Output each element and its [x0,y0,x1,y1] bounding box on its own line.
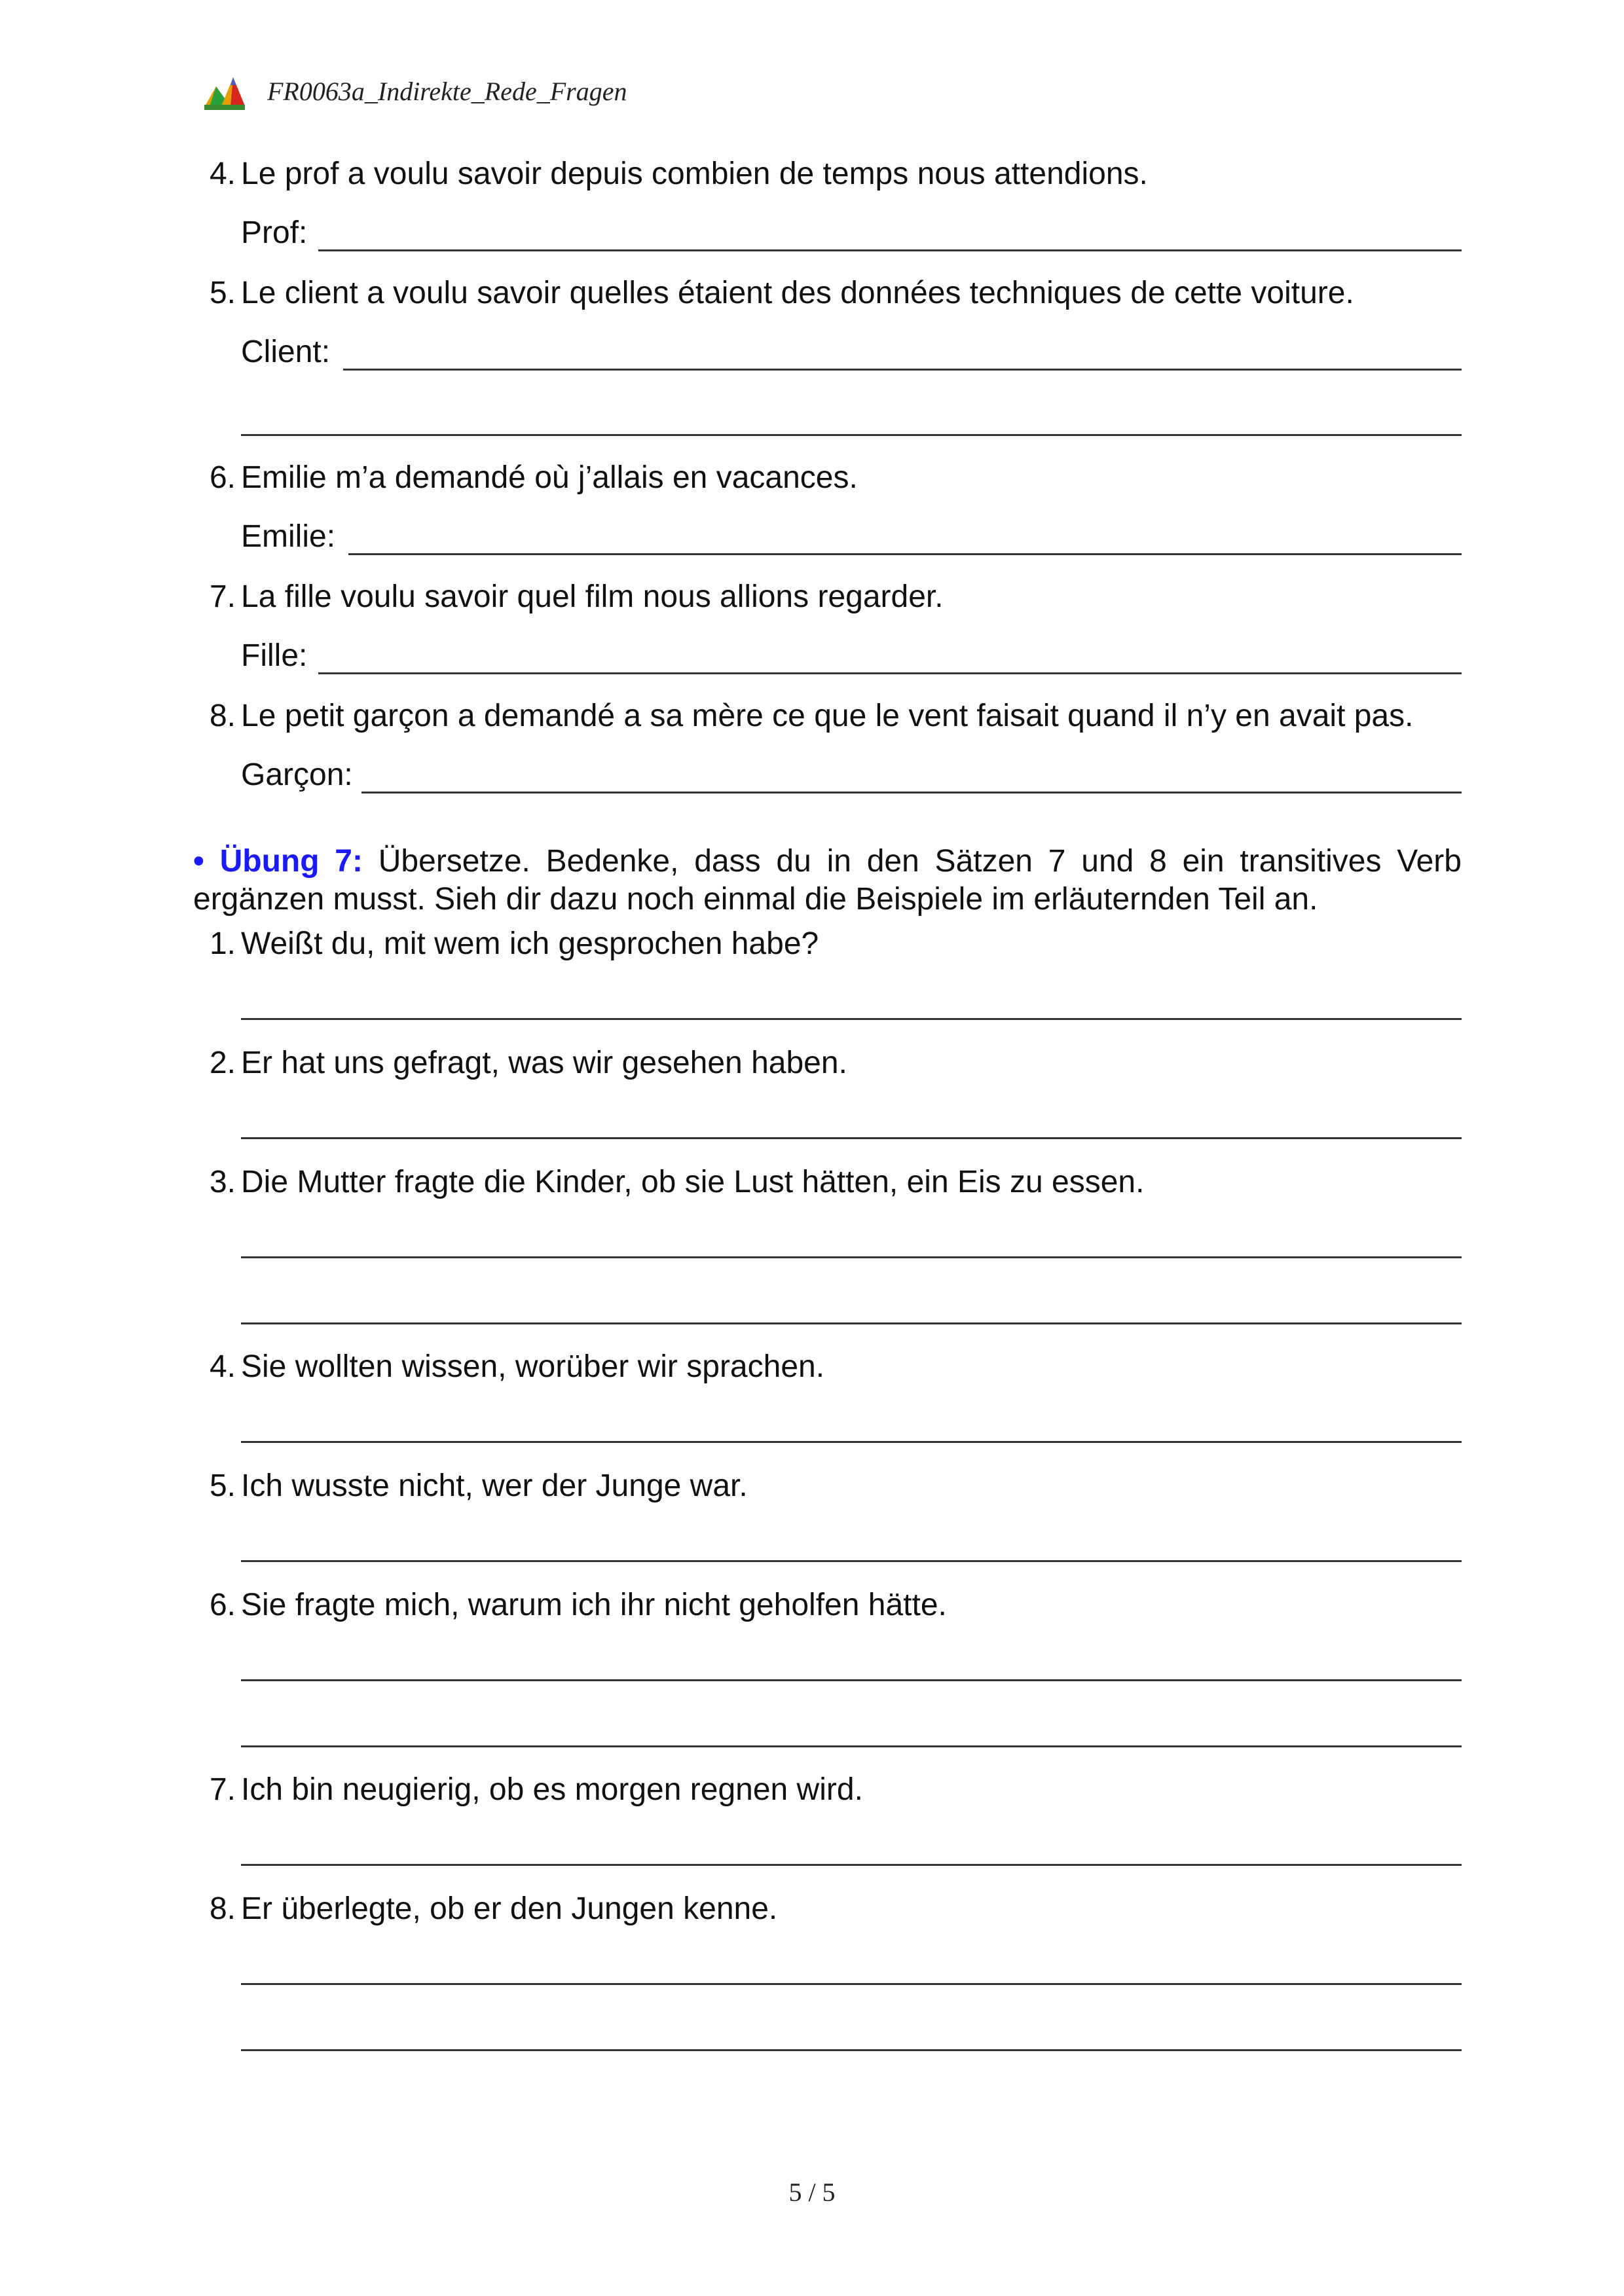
list-item [0,275,1624,314]
list-item [0,1468,1624,1507]
answer-line[interactable] [241,2049,1462,2051]
answer-line[interactable] [361,792,1462,793]
item-number: 5. [209,1468,236,1503]
list-item [0,1045,1624,1084]
item-text: Emilie m’a demandé où j’allais en vacances. [241,460,858,495]
item-number: 2. [209,1046,236,1080]
answer-line[interactable] [241,1745,1462,1747]
item-text: Er hat uns gefragt, was wir gesehen haben. [241,1046,847,1080]
answer-line[interactable] [241,1560,1462,1562]
exercise-instruction [193,843,1462,919]
answer-row [0,638,1624,677]
item-text: Le client a voulu savoir quelles étaient des données techniques de cette voiture. [241,276,1354,310]
answer-line[interactable] [241,1137,1462,1139]
item-number: 8. [209,1891,236,1926]
list-item [0,926,1624,965]
answer-line[interactable] [241,1679,1462,1681]
item-text: Die Mutter fragte die Kinder, ob sie Lust hätten, ein Eis zu essen. [241,1165,1145,1199]
list-item [0,1891,1624,1930]
speaker-label: Emilie: [241,519,336,554]
page-number: 5 / 5 [788,2178,836,2207]
speaker-label: Prof: [241,215,308,250]
answer-line[interactable] [241,1256,1462,1258]
list-item [0,579,1624,618]
list-item [0,1772,1624,1811]
answer-row [0,757,1624,796]
list-item [0,1587,1624,1626]
item-text: Sie wollten wissen, worüber wir sprachen. [241,1349,825,1384]
answer-line[interactable] [241,1441,1462,1443]
item-text: Ich bin neugierig, ob es morgen regnen wird. [241,1772,863,1807]
item-number: 7. [209,579,236,614]
speaker-label: Garçon: [241,757,353,792]
item-number: 1. [209,926,236,961]
list-item [0,460,1624,499]
speaker-label: Fille: [241,638,308,673]
answer-line[interactable] [348,553,1462,555]
answer-row [0,519,1624,558]
item-number: 4. [209,1349,236,1384]
list-item [0,1164,1624,1203]
item-number: 6. [209,1588,236,1622]
speaker-label: Client: [241,335,331,369]
answer-line[interactable] [241,1983,1462,1985]
item-text: Weißt du, mit wem ich gesprochen habe? [241,926,819,961]
item-number: 3. [209,1165,236,1199]
item-number: 5. [209,276,236,310]
item-text: Ich wusste nicht, wer der Junge war. [241,1468,748,1503]
mountain-logo-icon [202,72,248,111]
item-text: Sie fragte mich, warum ich ihr nicht geholfen hätte. [241,1588,947,1622]
item-number: 7. [209,1772,236,1807]
answer-line[interactable] [318,249,1462,251]
item-number: 8. [209,699,236,733]
item-text: Le prof a voulu savoir depuis combien de temps nous attendions. [241,156,1148,191]
answer-line[interactable] [241,1864,1462,1866]
answer-line[interactable] [318,672,1462,674]
answer-row [0,334,1624,373]
item-number: 4. [209,156,236,191]
answer-row [0,215,1624,254]
exercise-heading: • Übung 7: [193,844,363,879]
answer-line[interactable] [241,434,1462,436]
answer-line[interactable] [343,369,1462,371]
answer-line[interactable] [241,1018,1462,1020]
list-item [0,1349,1624,1388]
item-text: Le petit garçon a demandé a sa mère ce que le vent faisait quand il n’y en avait pas. [241,699,1414,733]
item-text: Er überlegte, ob er den Jungen kenne. [241,1891,778,1926]
answer-line[interactable] [241,1322,1462,1324]
instruction-text: Übersetze. Bedenke, dass du in den Sätzen 7 und 8 ein transitives Verb ergänzen musst. Sieh dir dazu noch einmal die Beispiele im erläuternden Teil an. [193,844,1462,917]
item-number: 6. [209,460,236,495]
item-text: La fille voulu savoir quel film nous allions regarder. [241,579,944,614]
list-item [0,698,1624,737]
document-title: FR0063a_Indirekte_Rede_Fragen [267,77,627,106]
list-item [0,156,1624,195]
